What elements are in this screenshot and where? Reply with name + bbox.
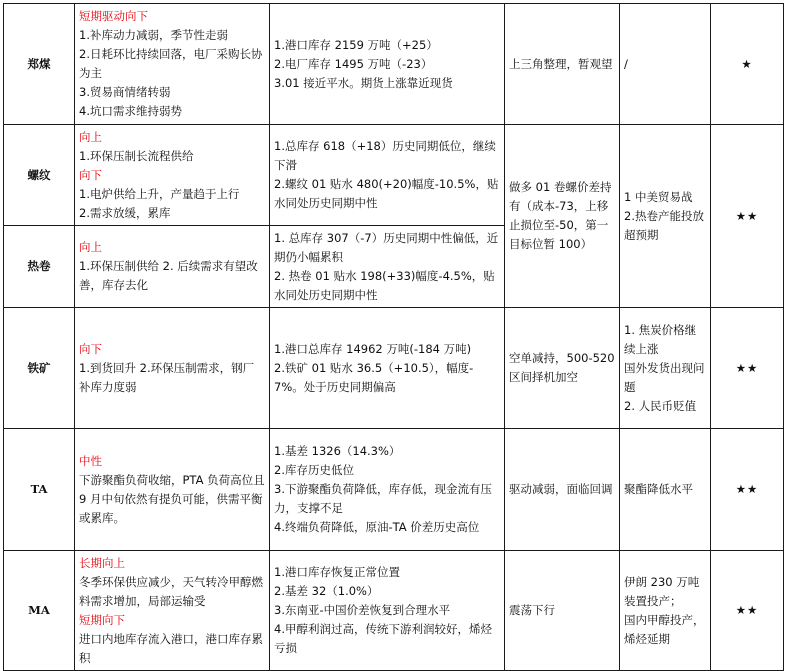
data-line: 2.库存历史低位 xyxy=(274,463,354,477)
logic-line: 中性 xyxy=(79,453,102,468)
risk-cell: 聚酯降低水平 xyxy=(620,429,711,551)
logic-line: 2.日耗环比持续回落，电厂采购长协为主 xyxy=(79,47,263,80)
commodity-table xyxy=(3,3,784,671)
data-line: 2.基差 32（1.0%） xyxy=(274,584,379,598)
data-line: 2.螺纹 01 贴水 480(+20)幅度-10.5%，贴水同处历史同期中性 xyxy=(274,177,499,210)
table-row xyxy=(4,4,784,125)
data-cell xyxy=(270,4,505,125)
logic-line: 长期向上 xyxy=(79,555,125,570)
logic-cell xyxy=(75,125,270,226)
rating-stars: ★★ xyxy=(711,308,784,429)
logic-cell xyxy=(75,308,270,429)
data-line: 1.港口库存 2159 万吨（+25） xyxy=(274,37,438,52)
risk-cell: 伊朗 230 万吨装置投产； 国内甲醇投产，烯烃延期 xyxy=(620,551,711,671)
logic-line: 下游聚酯负荷收缩，PTA 负荷高位且 9 月中旬依然有提负可能，供需平衡或累库。 xyxy=(79,472,265,525)
logic-line: 1.补库动力减弱，季节性走弱 xyxy=(79,28,228,42)
risk-cell: / xyxy=(620,4,711,125)
logic-line: 向下 xyxy=(79,341,102,356)
data-cell xyxy=(270,125,505,226)
commodity-name: MA xyxy=(4,551,75,671)
data-line: 3.下游聚酯负荷降低，库存低，现金流有压力，支撑不足 xyxy=(274,482,492,515)
data-cell xyxy=(270,226,505,308)
logic-line: 1.环保压制长流程供给 xyxy=(79,148,194,163)
table-body xyxy=(4,4,784,671)
strategy-cell: 空单减持，500-520 区间择机加空 xyxy=(505,308,620,429)
data-cell xyxy=(270,308,505,429)
data-cell xyxy=(270,551,505,671)
data-line: 2. 热卷 01 贴水 198(+33)幅度-4.5%，贴水同处历史同期中性 xyxy=(274,268,495,302)
data-line: 1.总库存 618（+18）历史同期低位，继续下滑 xyxy=(274,139,496,172)
logic-line: 1.环保压制供给 2. 后续需求有望改善，库存去化 xyxy=(79,259,258,292)
logic-line: 向下 xyxy=(79,167,102,182)
logic-line: 1.电炉供给上升，产量趋于上行 xyxy=(79,186,240,201)
rating-stars: ★★ xyxy=(711,125,784,308)
logic-line: 进口内地库存流入港口，港口库存累积 xyxy=(79,631,263,665)
table-row xyxy=(4,125,784,226)
logic-line: 1.到货回升 2.环保压制需求，钢厂补库力度弱 xyxy=(79,360,255,394)
logic-line: 3.贸易商情绪转弱 xyxy=(79,85,171,99)
data-line: 4.甲醇利润过高，传统下游利润较好，烯烃亏损 xyxy=(274,622,492,655)
strategy-cell: 震荡下行 xyxy=(505,551,620,671)
commodity-name: 螺纹 xyxy=(4,125,75,226)
logic-cell xyxy=(75,551,270,671)
logic-line: 2.需求放缓，累库 xyxy=(79,205,171,220)
table-row xyxy=(4,308,784,429)
table-row xyxy=(4,429,784,551)
logic-line: 短期向下 xyxy=(79,612,125,627)
data-line: 1.基差 1326（14.3%） xyxy=(274,444,401,458)
rating-stars: ★ xyxy=(711,4,784,125)
commodity-name: TA xyxy=(4,429,75,551)
strategy-cell: 上三角整理，暂观望 xyxy=(505,4,620,125)
risk-cell: 1. 焦炭价格继续上涨 国外发货出现问题 2. 人民币贬值 xyxy=(620,308,711,429)
rating-stars: ★★ xyxy=(711,429,784,551)
strategy-cell: 驱动减弱，面临回调 xyxy=(505,429,620,551)
data-line: 1.港口总库存 14962 万吨(-184 万吨) xyxy=(274,341,472,356)
data-line: 4.终端负荷降低，原油-TA 价差历史高位 xyxy=(274,520,480,534)
data-line: 1.港口库存恢复正常位置 xyxy=(274,565,400,579)
data-cell xyxy=(270,429,505,551)
logic-line: 4.坑口需求维持弱势 xyxy=(79,104,182,118)
commodity-name: 铁矿 xyxy=(4,308,75,429)
logic-cell xyxy=(75,4,270,125)
logic-cell xyxy=(75,226,270,308)
logic-cell xyxy=(75,429,270,551)
data-line: 1. 总库存 307（-7）历史同期中性偏低，近期仍小幅累积 xyxy=(274,230,499,264)
commodity-name: 热卷 xyxy=(4,226,75,308)
logic-line: 冬季环保供应减少，天气转冷甲醇燃料需求增加，局部运输受 xyxy=(79,574,263,608)
data-line: 3.东南亚-中国价差恢复到合理水平 xyxy=(274,603,451,617)
commodity-name: 郑煤 xyxy=(4,4,75,125)
logic-line: 短期驱动向下 xyxy=(79,9,148,23)
logic-line: 向上 xyxy=(79,129,102,144)
data-line: 3.01 接近平水。期货上涨靠近现货 xyxy=(274,75,453,90)
logic-line: 向上 xyxy=(79,240,102,254)
data-line: 2.电厂库存 1495 万吨（-23） xyxy=(274,56,433,71)
table-row xyxy=(4,551,784,671)
risk-cell: 1 中美贸易战 2.热卷产能投放超预期 xyxy=(620,125,711,308)
data-line: 2.铁矿 01 贴水 36.5（+10.5），幅度-7%。处于历史同期偏高 xyxy=(274,360,474,394)
strategy-cell: 做多 01 卷螺价差持有（成本-73，上移止损位至-50，第一目标位暂 100） xyxy=(505,125,620,308)
rating-stars: ★★ xyxy=(711,551,784,671)
